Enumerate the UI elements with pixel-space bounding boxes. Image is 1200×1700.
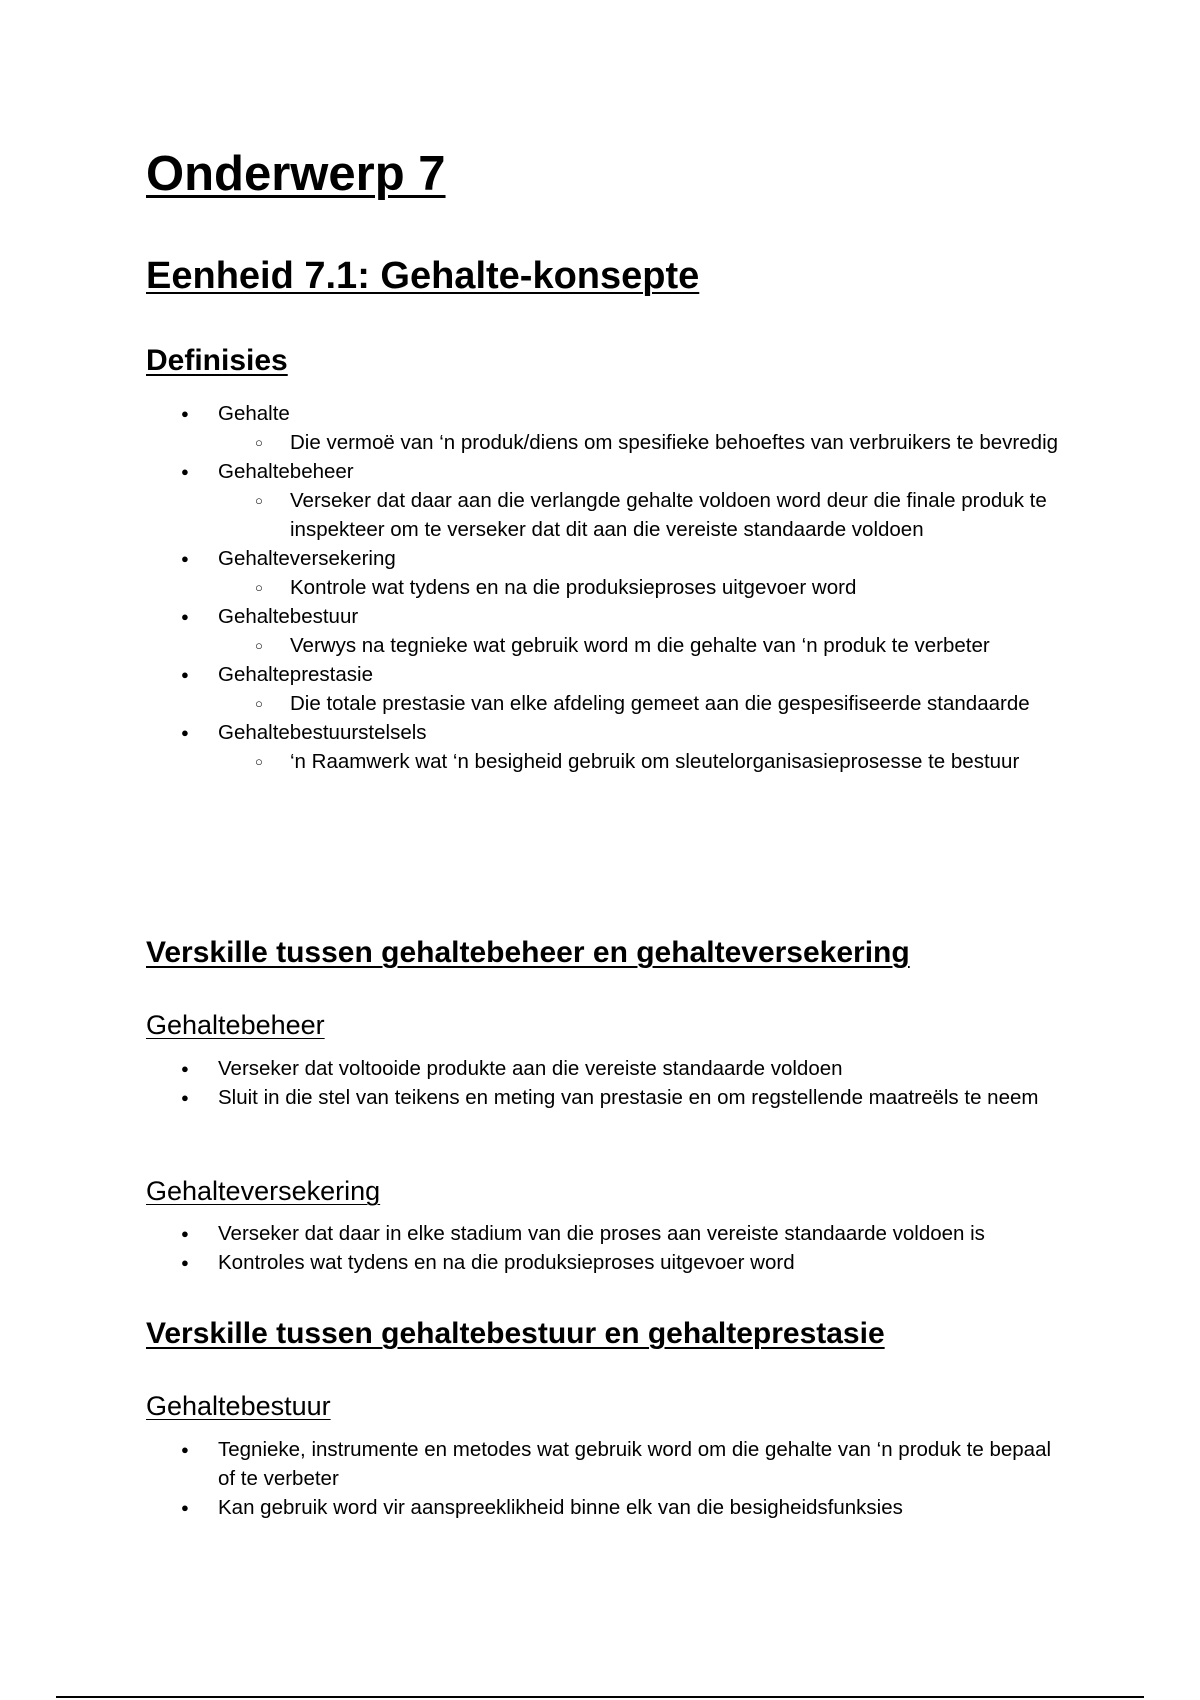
list-item: ● Tegnieke, instrumente en metodes wat gebruik word om die gehalte van ‘n produk te bepaal of te verbeter <box>146 1435 1066 1493</box>
definition: Verwys na tegnieke wat gebruik word m die gehalte van ‘n produk te verbeter <box>290 634 990 657</box>
page-title: Onderwerp 7 <box>146 147 446 201</box>
definition: Die vermoë van ‘n produk/diens om spesifieke behoeftes van verbruikers te bevredig <box>290 431 1059 454</box>
diff1-heading: Verskille tussen gehaltebeheer en gehalteversekering <box>146 936 910 969</box>
list-item <box>218 631 1066 660</box>
term: Gehaltebeheer <box>218 460 354 483</box>
list-item: ● Kan gebruik word vir aanspreeklikheid binne elk van die besigheidsfunksies <box>146 1493 1066 1522</box>
list-item <box>146 457 1066 544</box>
list-item: ● Verseker dat voltooide produkte aan die vereiste standaarde voldoen <box>146 1054 1066 1083</box>
term: Gehalteprestasie <box>218 663 373 686</box>
definitions-heading: Definisies <box>146 344 288 377</box>
management-list <box>146 1435 1066 1522</box>
list-item <box>146 602 1066 660</box>
page-bottom-rule <box>56 1696 1144 1698</box>
list-item <box>218 486 1066 544</box>
list-item <box>146 399 1066 457</box>
definition: Verseker dat daar aan die verlangde gehalte voldoen word deur die finale produk te inspekteer om te verseker dat dit aan die vereiste standaarde voldoen <box>290 489 1047 541</box>
diff2-heading: Verskille tussen gehaltebestuur en gehalteprestasie <box>146 1317 885 1350</box>
assurance-list <box>146 1219 1066 1277</box>
list-item: ● Kontroles wat tydens en na die produksieproses uitgevoer word <box>146 1248 1066 1277</box>
management-heading: Gehaltebestuur <box>146 1391 331 1421</box>
term: Gehalteversekering <box>218 547 396 570</box>
list-item <box>218 573 1066 602</box>
definition: Kontrole wat tydens en na die produksieproses uitgevoer word <box>290 576 857 599</box>
term: Gehalte <box>218 402 290 425</box>
list-item <box>146 718 1066 776</box>
list-item <box>218 747 1066 776</box>
definition: Die totale prestasie van elke afdeling gemeet aan die gespesifiseerde standaarde <box>290 692 1030 715</box>
list-item: ● Verseker dat daar in elke stadium van die proses aan vereiste standaarde voldoen is <box>146 1219 1066 1248</box>
control-list <box>146 1054 1066 1112</box>
list-item: ● Sluit in die stel van teikens en meting van prestasie en om regstellende maatreëls te neem <box>146 1083 1066 1112</box>
control-heading: Gehaltebeheer <box>146 1010 325 1040</box>
term: Gehaltebestuurstelsels <box>218 721 427 744</box>
term: Gehaltebestuur <box>218 605 359 628</box>
definition: ‘n Raamwerk wat ‘n besigheid gebruik om sleutelorganisasieprosesse te bestuur <box>290 750 1020 773</box>
list-item <box>146 660 1066 718</box>
list-item <box>218 428 1066 457</box>
definitions-list <box>146 399 1066 776</box>
assurance-heading: Gehalteversekering <box>146 1176 381 1206</box>
unit-title: Eenheid 7.1: Gehalte-konsepte <box>146 255 700 297</box>
list-item <box>146 544 1066 602</box>
list-item <box>218 689 1066 718</box>
